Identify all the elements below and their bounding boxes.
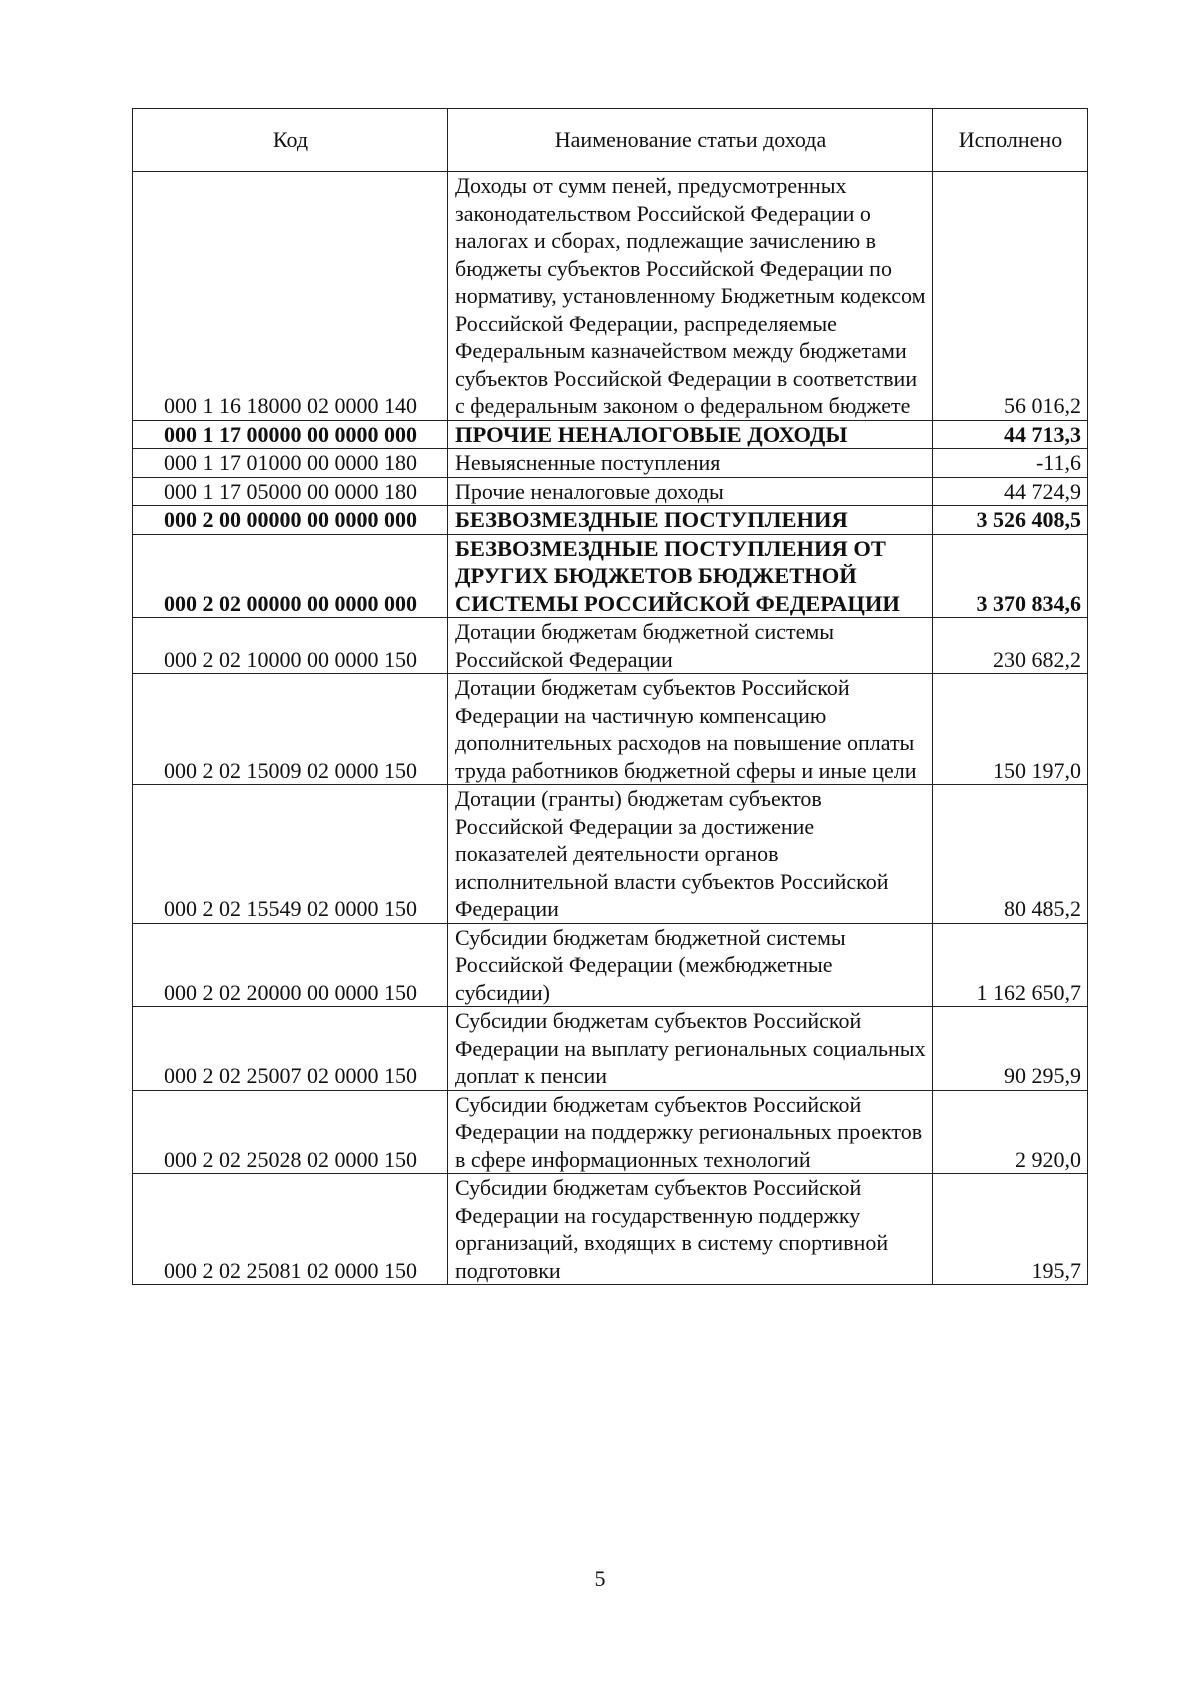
row-name: Субсидии бюджетам субъектов Российской Федерации на поддержку региональных проектов в сфере информационных технологий (448, 1090, 933, 1174)
row-executed: 3 526 408,5 (933, 506, 1088, 535)
table-row (133, 618, 1088, 674)
row-executed: 2 920,0 (933, 1090, 1088, 1174)
row-name: Невыясненные поступления (448, 449, 933, 478)
row-name: Дотации бюджетам бюджетной системы Российской Федерации (448, 618, 933, 674)
row-executed: 80 485,2 (933, 785, 1088, 924)
row-name: Субсидии бюджетам субъектов Российской Федерации на государственную поддержку организаций, входящих в систему спортивной подготовки (448, 1174, 933, 1285)
table-body (133, 172, 1088, 1285)
row-code: 000 2 02 00000 00 0000 000 (133, 534, 448, 618)
row-code: 000 2 02 25081 02 0000 150 (133, 1174, 448, 1285)
row-executed: 150 197,0 (933, 674, 1088, 785)
row-code: 000 1 17 05000 00 0000 180 (133, 477, 448, 506)
row-name: БЕЗВОЗМЕЗДНЫЕ ПОСТУПЛЕНИЯ (448, 506, 933, 535)
table-row (133, 420, 1088, 449)
row-code: 000 1 16 18000 02 0000 140 (133, 172, 448, 421)
table-row (133, 172, 1088, 421)
row-name: Прочие неналоговые доходы (448, 477, 933, 506)
table-header-row (133, 109, 1088, 172)
row-name: Дотации бюджетам субъектов Российской Федерации на частичную компенсацию дополнительных расходов на повышение оплаты труда работников бюджетной сферы и иные цели (448, 674, 933, 785)
row-code: 000 1 17 00000 00 0000 000 (133, 420, 448, 449)
table-row (133, 1174, 1088, 1285)
row-name: Дотации (гранты) бюджетам субъектов Российской Федерации за достижение показателей деятельности органов исполнительной власти субъектов Российской Федерации (448, 785, 933, 924)
row-executed: 230 682,2 (933, 618, 1088, 674)
row-code: 000 2 02 20000 00 0000 150 (133, 923, 448, 1007)
header-name: Наименование статьи дохода (448, 109, 933, 172)
table-row (133, 674, 1088, 785)
table-row (133, 785, 1088, 924)
row-name: ПРОЧИЕ НЕНАЛОГОВЫЕ ДОХОДЫ (448, 420, 933, 449)
table-row (133, 923, 1088, 1007)
row-executed: -11,6 (933, 449, 1088, 478)
row-name: Доходы от сумм пеней, предусмотренных законодательством Российской Федерации о налогах и сборах, подлежащие зачислению в бюджеты субъектов Российской Федерации по нормативу, установленному Бюджетным кодексом Российской Федерации, распределяемые Федеральным казначейством между бюджетами субъектов Российской Федерации в соответствии с федеральным законом о федеральном бюджете (448, 172, 933, 421)
table-row (133, 449, 1088, 478)
table-row (133, 477, 1088, 506)
table-row (133, 1090, 1088, 1174)
table-row (133, 506, 1088, 535)
revenue-table (132, 108, 1088, 1285)
row-executed: 1 162 650,7 (933, 923, 1088, 1007)
table-row (133, 534, 1088, 618)
row-executed: 3 370 834,6 (933, 534, 1088, 618)
header-code: Код (133, 109, 448, 172)
row-code: 000 1 17 01000 00 0000 180 (133, 449, 448, 478)
row-code: 000 2 02 15549 02 0000 150 (133, 785, 448, 924)
row-executed: 44 713,3 (933, 420, 1088, 449)
row-code: 000 2 02 10000 00 0000 150 (133, 618, 448, 674)
row-code: 000 2 02 25028 02 0000 150 (133, 1090, 448, 1174)
row-name: Субсидии бюджетам бюджетной системы Российской Федерации (межбюджетные субсидии) (448, 923, 933, 1007)
row-code: 000 2 02 25007 02 0000 150 (133, 1007, 448, 1091)
row-executed: 56 016,2 (933, 172, 1088, 421)
row-executed: 44 724,9 (933, 477, 1088, 506)
row-executed: 195,7 (933, 1174, 1088, 1285)
row-code: 000 2 00 00000 00 0000 000 (133, 506, 448, 535)
row-name: БЕЗВОЗМЕЗДНЫЕ ПОСТУПЛЕНИЯ ОТ ДРУГИХ БЮДЖЕТОВ БЮДЖЕТНОЙ СИСТЕМЫ РОССИЙСКОЙ ФЕДЕРАЦИИ (448, 534, 933, 618)
header-executed: Исполнено (933, 109, 1088, 172)
row-executed: 90 295,9 (933, 1007, 1088, 1091)
row-name: Субсидии бюджетам субъектов Российской Федерации на выплату региональных социальных доплат к пенсии (448, 1007, 933, 1091)
page-number: 5 (594, 1566, 606, 1591)
row-code: 000 2 02 15009 02 0000 150 (133, 674, 448, 785)
table-row (133, 1007, 1088, 1091)
